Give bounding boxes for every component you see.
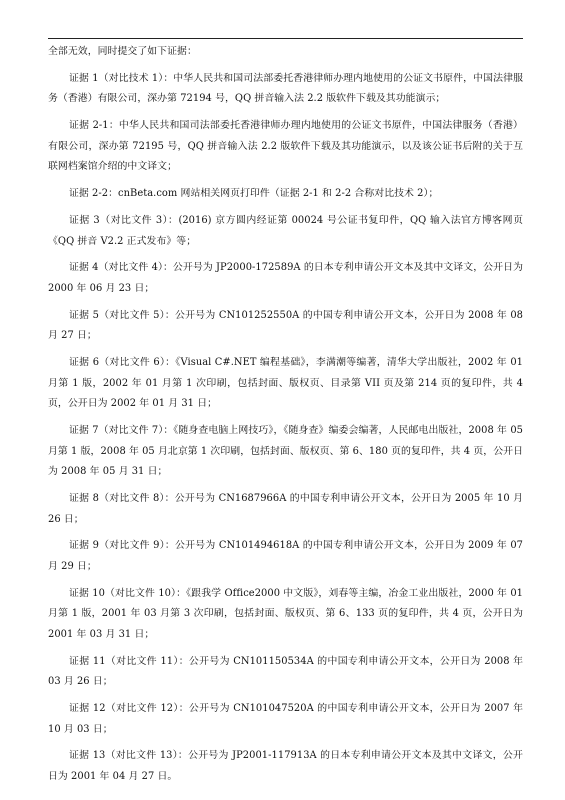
evidence-1: 证据 1（对比技术 1）：中华人民共和国司法部委托香港律师办理内地使用的公证文书原件，中国法律服务（香港）有限公司，深办第 72194 号，QQ 拼音输入法 2.2 版软件下载及其功能演示； — [48, 72, 523, 105]
header-rule — [48, 38, 523, 39]
evidence-13: 证据 13（对比文件 13）：公开号为 JP2001-117913A 的日本专利申请公开文本及其中文译文，公开日为 2001 年 04 月 27 日。 — [48, 750, 523, 783]
evidence-2-1: 证据 2-1：中华人民共和国司法部委托香港律师办理内地使用的公证文书原件，中国法律服务（香港）有限公司，深办第 72195 号，QQ 拼音输入法 2.2 版软件下载及其功能演示，以及该公证书后附的关于互联网档案馆介绍的中文译文； — [48, 120, 523, 173]
evidence-2-2: 证据 2-2：cnBeta.com 网站相关网页打印件（证据 2-1 和 2-2 合称对比技术 2）； — [69, 188, 439, 200]
evidence-12: 证据 12（对比文件 12）：公开号为 CN101047520A 的中国专利申请公开文本，公开日为 2007 年 10 月 03 日； — [48, 703, 523, 735]
document-body — [48, 42, 523, 794]
evidence-8: 证据 8（对比文件 8）：公开号为 CN1687966A 的中国专利申请公开文本，公开日为 2005 年 10 月 26 日； — [48, 492, 523, 525]
evidence-5: 证据 5（对比文件 5）：公开号为 CN101252550A 的中国专利申请公开文本，公开日为 2008 年 08 月 27 日； — [48, 309, 523, 342]
evidence-7: 证据 7（对比文件 7）：《随身查电脑上网技巧》，《随身查》编委会编著，人民邮电出版社，2008 年 05 月第 1 版，2008 年 05 月北京第 1 次印刷，包括封面、版权页、第 6、180 页的复印件，共 4 页，公开日为 2008 年 05 月 31 日； — [48, 425, 523, 478]
evidence-11: 证据 11（对比文件 11）：公开号为 CN101150534A 的中国专利申请公开文本，公开日为 2008 年 03 月 26 日； — [48, 655, 523, 688]
evidence-10: 证据 10（对比文件 10）：《跟我学 Office2000 中文版》，刘春等主编，冶金工业出版社，2000 年 01 月第 1 版，2001 年 03 月第 3 次印刷，包括封面、版权页、第 6、133 页的复印件，共 4 页，公开日为 2001 年 03 月 31 日； — [48, 587, 523, 640]
evidence-9: 证据 9（对比文件 9）：公开号为 CN101494618A 的中国专利申请公开文本，公开日为 2009 年 07 月 29 日； — [48, 540, 523, 572]
evidence-6: 证据 6（对比文件 6）：《Visual C#.NET 编程基础》，李满潮等编著，清华大学出版社，2002 年 01 月第 1 版，2002 年 01 月第 1 次印刷，包括封面、版权页、目录第 VII 页及第 214 页的复印件，共 4 页，公开日为 2002 年 01 月 31 日； — [48, 357, 523, 410]
evidence-3: 证据 3（对比文件 3）：(2016) 京方圆内经证第 00024 号公证书复印件，QQ 输入法官方博客网页《QQ 拼音 V2.2 正式发布》等； — [48, 214, 523, 247]
evidence-4: 证据 4（对比文件 4）：公开号为 JP2000-172589A 的日本专利申请公开文本及其中文译文，公开日为 2000 年 06 月 23 日； — [48, 262, 523, 294]
intro-line: 全部无效，同时提交了如下证据： — [48, 46, 197, 57]
